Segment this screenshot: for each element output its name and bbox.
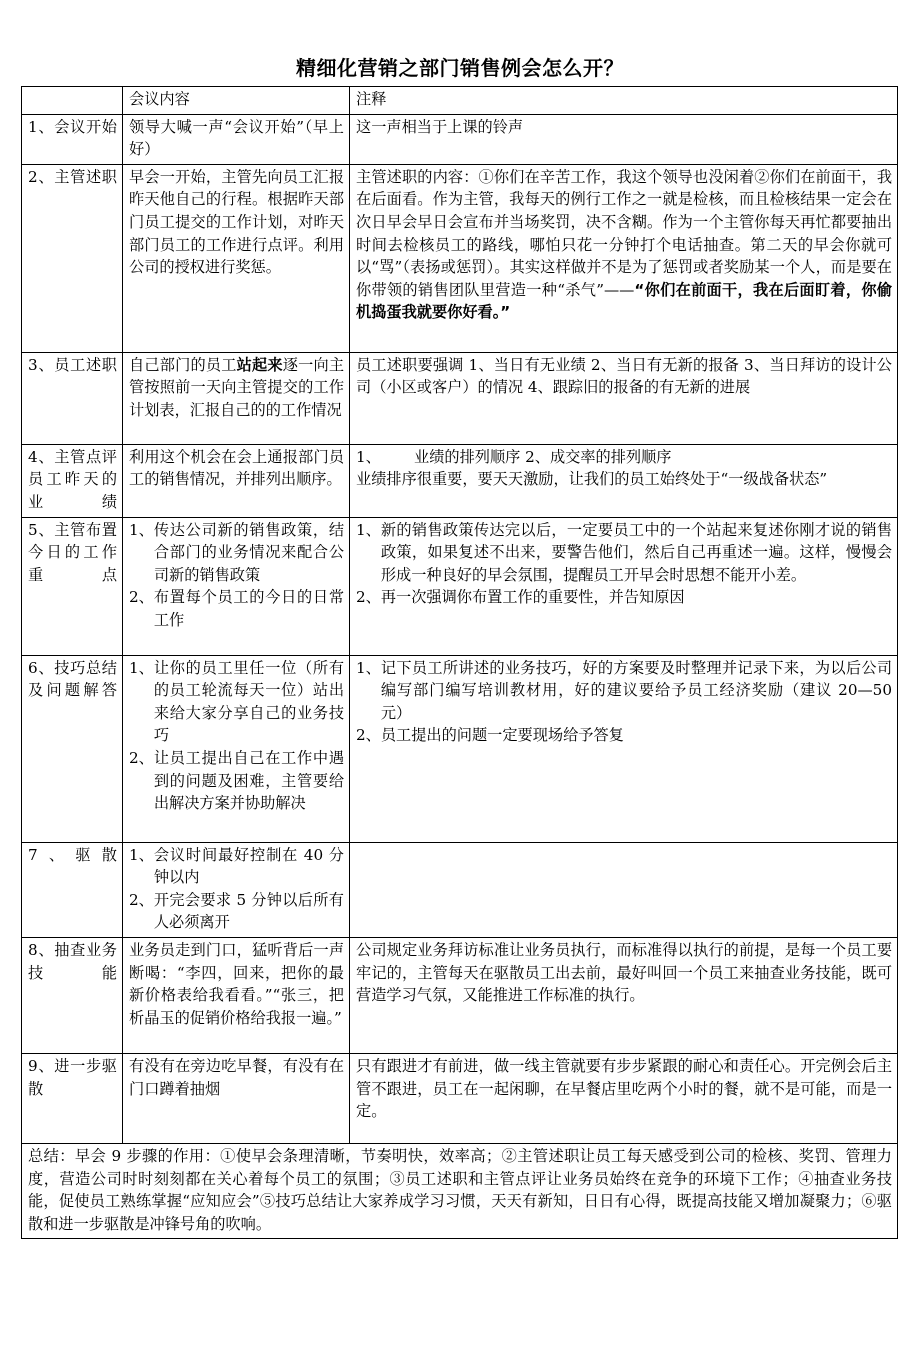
note-text: 主管述职的内容：①你们在辛苦工作，我这个领导也没闲着②你们在前面干，我在后面看。作为主管，我每天的例行工作之一就是检核，而且检核结果一定会在次日早会早日会宣布并当场奖罚，决不含糊。作为一个主管你每天再忙都要抽出时间去检核员工的路线，哪怕只花一分钟打个电话抽查。第二天的早会你就可以“骂”（表扬或惩罚）。其实这样做并不是为了惩罚或者奖励某一个人，而是要在你带领的销售团队里营造一种“杀气”—— bbox=[356, 167, 892, 299]
step-label: 2、主管述职 bbox=[22, 164, 123, 352]
step-label: 3、员工述职 bbox=[22, 352, 123, 444]
step-content: 利用这个机会在会上通报部门员工的销售情况，并排列出顺序。 bbox=[123, 444, 350, 517]
summary-row bbox=[22, 1143, 898, 1238]
list-number: 1、 bbox=[356, 658, 381, 677]
list-text: 让员工提出自己在工作中遇到的问题及困难，主管要给出解决方案并协助解决 bbox=[153, 748, 344, 813]
table-row bbox=[22, 352, 898, 444]
list-number: 2、 bbox=[129, 748, 154, 767]
step-note bbox=[350, 655, 898, 842]
step-content bbox=[123, 842, 350, 937]
step-content: 早会一开始，主管先向员工汇报昨天他自己的行程。根据昨天部门员工提交的工作计划，对昨天部门员工的工作进行点评。利用公司的授权进行奖惩。 bbox=[123, 164, 350, 352]
list-number: 1、 bbox=[129, 520, 154, 539]
step-label: 4、主管点评员工昨天的业绩 bbox=[22, 444, 123, 517]
list-text: 传达公司新的销售政策，结合部门的业务情况来配合公司新的销售政策 bbox=[153, 520, 344, 584]
header-content: 会议内容 bbox=[123, 87, 350, 115]
step-label: 1、会议开始 bbox=[22, 114, 123, 164]
content-list-item bbox=[129, 586, 344, 631]
list-text: 业绩的排列顺序 2、成交率的排列顺序 bbox=[414, 447, 672, 466]
list-text: 新的销售政策传达完以后，一定要员工中的一个站起来复述你刚才说的销售政策，如果复述不出来，要警告他们，然后自己再重述一遍。这样，慢慢会形成一种良好的早会氛围，提醒员工开早会时思想不能开小差。 bbox=[380, 520, 892, 584]
step-label: 5、主管布置今日的工作重点 bbox=[22, 517, 123, 655]
header-note: 注释 bbox=[350, 87, 898, 115]
step-note bbox=[350, 164, 898, 352]
note-bold-quote: “你们在前面干，我在后面盯着，你偷机捣蛋我就要你好看。” bbox=[356, 280, 893, 322]
step-note bbox=[350, 517, 898, 655]
step-content: 领导大喊一声“会议开始”（早上好） bbox=[123, 114, 350, 164]
list-text: 记下员工所讲述的业务技巧，好的方案要及时整理并记录下来，为以后公司编写部门编写培训教材用，好的建议要给予员工经济奖励（建议 20—50 元） bbox=[380, 658, 892, 722]
step-label: 6、技巧总结及问题解答 bbox=[22, 655, 123, 842]
note-list-item bbox=[356, 446, 892, 469]
summary-text: 总结：早会 9 步骤的作用：①使早会条理清晰，节奏明快，效率高；②主管述职让员工每天感受到公司的检核、奖罚、管理力度，营造公司时时刻刻都在关心着每个员工的氛围；③员工述职和主管点评让业务员始终在竞争的环境下工作；④抽查业务技能，促使员工熟练掌握“应知应会”⑤技巧总结让大家养成学习习惯，天天有新知，日日有心得，既提高技能又增加凝聚力；⑥驱散和进一步驱散是冲锋号角的吹响。 bbox=[22, 1143, 898, 1238]
content-text: 逐一向主管按照前一天向主管提交的工作计划表，汇报自己的的工作情况 bbox=[129, 355, 345, 419]
note-list-item bbox=[356, 724, 892, 747]
step-label: 8、抽查业务技能 bbox=[22, 937, 123, 1053]
step-note: 这一声相当于上课的铃声 bbox=[350, 114, 898, 164]
step-note: 公司规定业务拜访标准让业务员执行，而标准得以执行的前提，是每一个员工要牢记的，主管每天在驱散员工出去前，最好叫回一个员工来抽查业务技能，既可营造学习气氛，又能推进工作标准的执行。 bbox=[350, 937, 898, 1053]
list-text: 让你的员工里任一位（所有的员工轮流每天一位）站出来给大家分享自己的业务技巧 bbox=[153, 658, 344, 745]
table-row bbox=[22, 937, 898, 1053]
list-text: 布置每个员工的今日的日常工作 bbox=[153, 588, 344, 629]
step-content bbox=[123, 517, 350, 655]
table-row bbox=[22, 1053, 898, 1143]
content-list-item bbox=[129, 519, 344, 587]
list-number: 2、 bbox=[356, 726, 381, 745]
header-step bbox=[22, 87, 123, 115]
list-text: 开完会要求 5 分钟以后所有人必须离开 bbox=[153, 890, 344, 932]
list-number: 1、 bbox=[129, 658, 154, 677]
list-number: 1、 bbox=[129, 845, 154, 864]
table-row bbox=[22, 444, 898, 517]
content-list-item bbox=[129, 889, 344, 934]
step-content: 业务员走到门口，猛听背后一声断喝：“李四，回来，把你的最新价格表给我看看。”“张三，把析晶玉的促销价格给我报一遍。” bbox=[123, 937, 350, 1053]
step-content bbox=[123, 655, 350, 842]
table-row bbox=[22, 164, 898, 352]
content-list-item bbox=[129, 844, 344, 889]
step-note: 员工述职要强调 1、当日有无业绩 2、当日有无新的报备 3、当日拜访的设计公司（小区或客户）的情况 4、跟踪旧的报备的有无新的进展 bbox=[350, 352, 898, 444]
list-number: 2、 bbox=[129, 890, 154, 909]
step-content: 有没有在旁边吃早餐，有没有在门口蹲着抽烟 bbox=[123, 1053, 350, 1143]
list-text: 员工提出的问题一定要现场给予答复 bbox=[380, 726, 624, 745]
list-text: 再一次强调你布置工作的重要性，并告知原因 bbox=[380, 588, 685, 607]
table-row bbox=[22, 655, 898, 842]
list-number: 1、 bbox=[356, 520, 381, 539]
note-text: 业绩排序很重要，要天天激励，让我们的员工始终处于“一级战备状态” bbox=[356, 470, 828, 489]
step-label: 9、进一步驱散 bbox=[22, 1053, 123, 1143]
step-note bbox=[350, 842, 898, 937]
note-list-item bbox=[356, 586, 892, 609]
table-row bbox=[22, 517, 898, 655]
list-number: 1、 bbox=[356, 447, 381, 466]
note-list-item bbox=[356, 519, 892, 587]
meeting-steps-table bbox=[21, 86, 898, 1239]
content-bold: 站起来 bbox=[236, 355, 283, 374]
page-title: 精细化营销之部门销售例会怎么开？ bbox=[296, 56, 624, 80]
list-number: 2、 bbox=[129, 588, 154, 607]
note-list-item bbox=[356, 657, 892, 725]
content-text: 自己部门的员工 bbox=[129, 355, 237, 374]
step-note: 只有跟进才有前进，做一线主管就要有步步紧跟的耐心和责任心。开完例会后主管不跟进，员工在一起闲聊，在早餐店里吃两个小时的餐，就不是可能，而是一定。 bbox=[350, 1053, 898, 1143]
table-header-row bbox=[22, 87, 898, 115]
table-row bbox=[22, 842, 898, 937]
table-row bbox=[22, 114, 898, 164]
content-list-item bbox=[129, 747, 344, 815]
step-content bbox=[123, 352, 350, 444]
step-note bbox=[350, 444, 898, 517]
content-list-item bbox=[129, 657, 344, 747]
list-text: 会议时间最好控制在 40 分钟以内 bbox=[153, 845, 344, 887]
step-label: 7、驱散 bbox=[22, 842, 123, 937]
list-number: 2、 bbox=[356, 588, 381, 607]
